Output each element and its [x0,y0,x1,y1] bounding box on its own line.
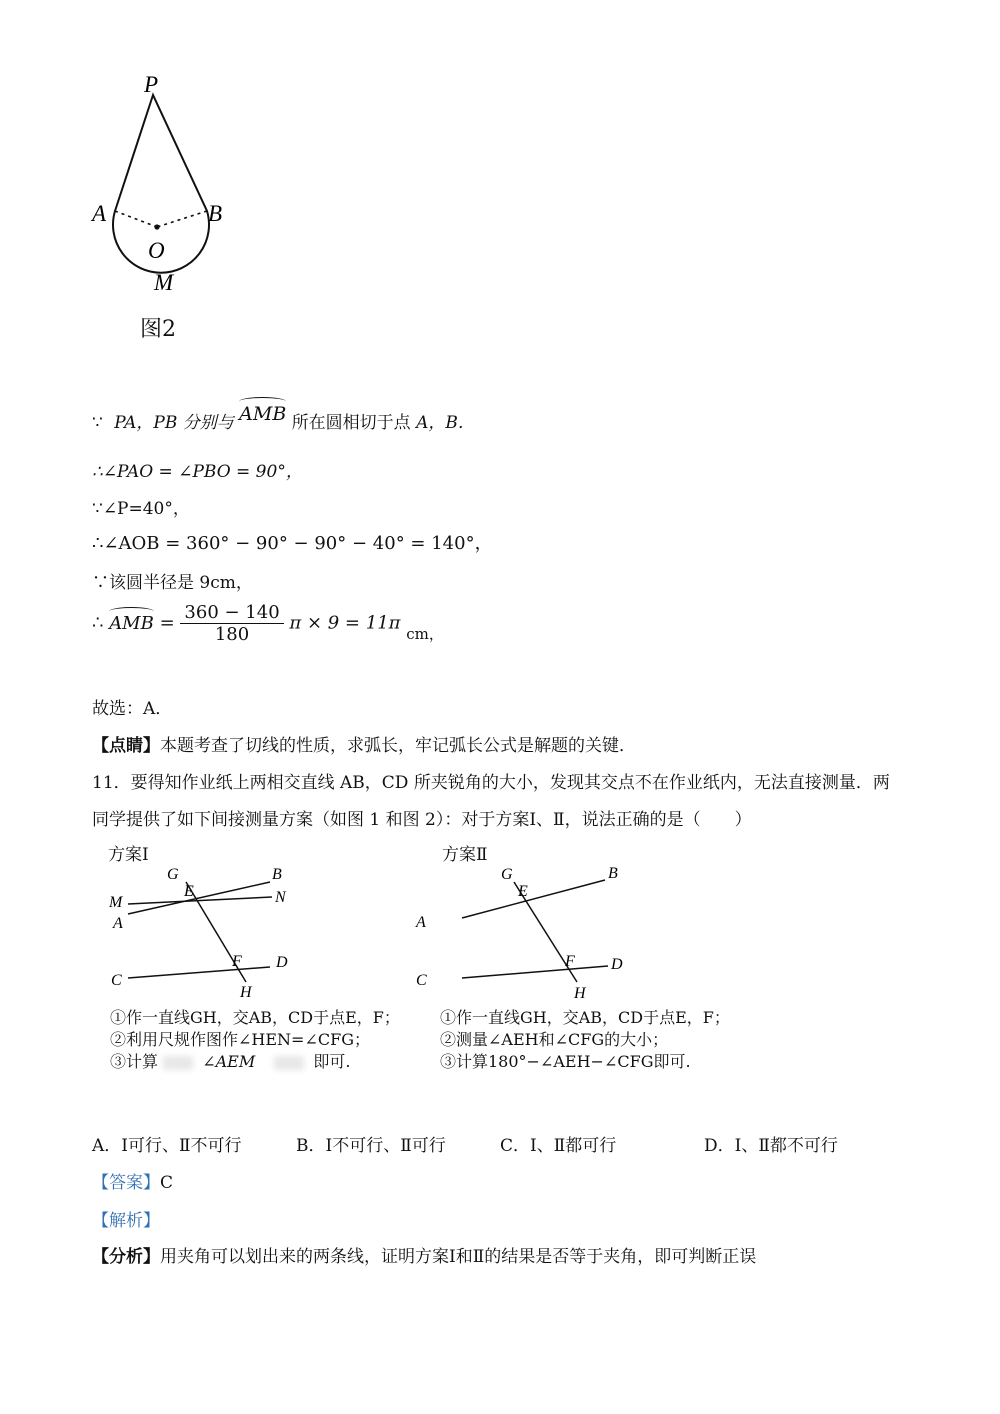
plan-1-step-3-c: 即可. [313,1052,351,1071]
plan-1-step-1: ①作一直线GH，交AB，CD于点E，F； [110,1008,400,1027]
comment-text: 本题考查了切线的性质，求弧长，牢记弧长公式是解题的关键． [160,736,636,756]
p1-label-c: C [111,972,122,989]
option-b[interactable]: B．Ⅰ不可行、Ⅱ可行 [296,1136,446,1156]
p2-label-h: H [574,985,586,1000]
figure-2-teardrop [80,65,250,305]
plan-1-step-3-b: ∠AEM [202,1052,256,1071]
plan-2-step-1: ①作一直线GH，交AB，CD于点E，F； [440,1008,730,1027]
answer-value: C [160,1173,174,1193]
label-b: B [208,201,223,226]
p2-label-f: F [565,953,575,970]
plan-1-step-2: ②利用尺规作图作∠HEN=∠CFG； [110,1030,370,1049]
label-o: O [148,238,165,263]
figure-2-caption: 图2 [140,317,176,342]
p2-label-b: B [608,865,618,882]
plan-2-diagram [410,860,710,1000]
label-a: A [92,201,107,226]
p2-label-e: E [518,883,528,900]
arc-length-result: π × 9 = 11π [289,612,401,634]
plan-2-title: 方案Ⅱ [442,845,488,865]
analysis-tag: 【解析】 [92,1211,160,1231]
p2-label-a: A [416,914,426,931]
line1-text-a: PA，PB 分别与 [114,413,234,433]
radius-oa [115,211,157,227]
center-point [154,224,159,229]
comment-line [92,731,636,756]
comment-tag: 【点睛】 [92,736,160,756]
p1-label-b: B [272,866,282,883]
plan-1-diagram [100,860,400,1000]
p2-label-c: C [416,972,427,989]
fenxi-text: 用夹角可以划出来的两条线，证明方案Ⅰ和Ⅱ的结果是否等于夹角，即可判断正误 [160,1247,757,1267]
label-p: P [144,72,159,97]
fraction-denominator: 180 [214,624,250,645]
q11-stem-line-2: 同学提供了如下间接测量方案（如图 1 和图 2）：对于方案Ⅰ、Ⅱ，说法正确的是（ ） [92,810,752,830]
line-cd-2 [462,966,608,978]
line1-text-c: A，B． [416,413,475,433]
because-symbol: ∵ [92,413,103,433]
equals-sign: = [159,612,175,634]
q11-stem-line-1: 11．要得知作业纸上两相交直线 AB，CD 所夹锐角的大小，发现其交点不在作业纸内，无法直接测量．两 [92,773,890,793]
plan-2-step-2: ②测量∠AEH和∠CFG的大小； [440,1030,669,1049]
p1-label-h: H [240,984,252,1000]
answer-tag: 【答案】 [92,1173,160,1193]
plan-1-title: 方案Ⅰ [108,845,149,865]
p2-label-g: G [501,866,513,883]
plan-2-step-3: ③计算180°−∠AEH−∠CFG即可. [440,1052,691,1071]
arc-length-fraction [180,602,283,645]
fenxi-line [92,1242,756,1267]
solution-choice: 故选：A． [92,699,173,719]
solution-line-5: ∵该圆半径是 9cm， [92,573,253,593]
solution-line-2: ∴∠PAO = ∠PBO = 90°， [92,462,303,482]
label-m: M [154,270,174,295]
answer-line [92,1168,173,1193]
solution-line-1 [92,403,475,433]
blurred-region-2 [274,1056,304,1070]
p1-label-e: E [184,883,194,900]
radius-ob [157,211,207,227]
plan-1-step-3 [110,1049,351,1072]
solution-line-6 [92,602,444,645]
p1-label-d: D [276,954,288,971]
p1-label-m: M [109,894,123,911]
fenxi-tag: 【分析】 [92,1247,160,1267]
arc-amb-1: AMB [239,403,287,425]
p1-label-f: F [232,953,242,970]
arc-amb-2: AMB [109,612,154,634]
option-d[interactable]: D．Ⅰ、Ⅱ都不可行 [704,1136,838,1156]
p1-label-n: N [275,889,286,906]
line-cd [128,967,270,978]
blurred-region-1 [163,1056,193,1070]
unit-cm: cm， [406,624,444,643]
fraction-numerator: 360 − 140 [180,602,283,624]
p2-label-d: D [611,956,623,973]
option-c[interactable]: C．Ⅰ、Ⅱ都可行 [500,1136,617,1156]
solution-line-3: ∵∠P=40°， [92,499,190,519]
p1-label-a: A [113,915,123,932]
option-a[interactable]: A．Ⅰ可行、Ⅱ不可行 [92,1136,242,1156]
plan-1-step-3-a: ③计算 [110,1052,159,1071]
therefore-symbol: ∴ [92,612,104,634]
solution-line-4: ∴∠AOB = 360° − 90° − 90° − 40° = 140°， [92,533,493,554]
line1-text-b: 所在圆相切于点 [291,413,411,433]
p1-label-g: G [167,866,179,883]
